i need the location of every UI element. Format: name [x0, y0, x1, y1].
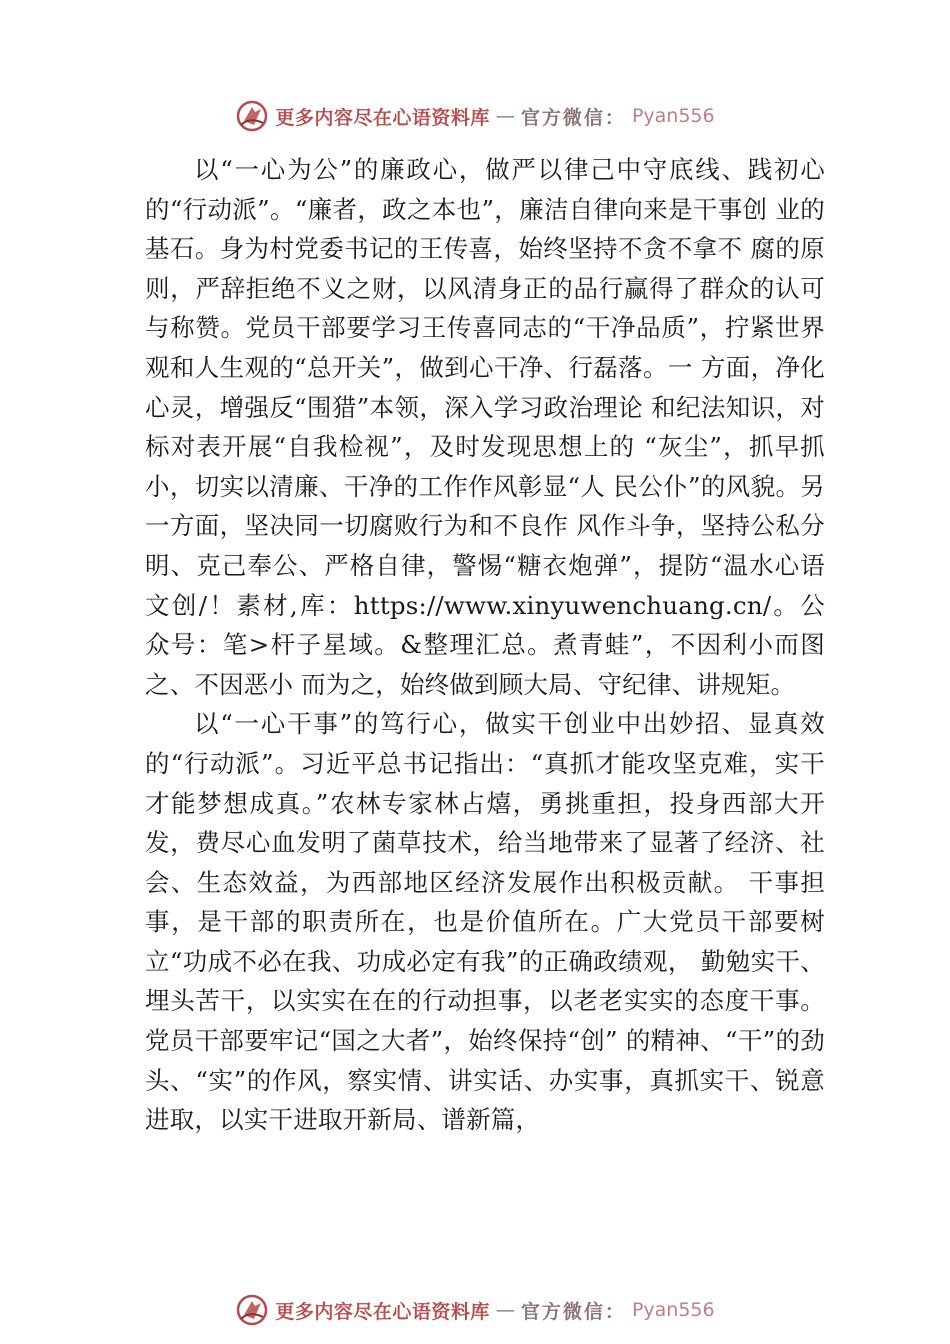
footer-separator: —: [495, 1299, 515, 1321]
paragraph-1: 以“一心为公”的廉政心，做严以律己中守底线、践初心的“行动派”。“廉者，政之本也”，廉洁自律向来是干事创 业的基石。身为村党委书记的王传喜，始终坚持不贪不拿不 腐的原则，严辞拒绝不义之财，以风清身正的品行赢得了群众的认可与称赞。党员干部要学习王传喜同志的“干净品质”，拧紧世界观和人生观的“总开关”，做到心干净、行磊落。一 方面，净化心灵，增强反“围猎”本领，深入学习政治理论 和纪法知识，对标对表开展“自我检视”，及时发现思想上的 “灰尘”，抓早抓小，切实以清廉、干净的工作作风彰显“人 民公仆”的风貌。另一方面，坚决同一切腐败行为和不良作 风作斗争，坚持公私分明、克己奉公、严格自律，警惕“糖衣炮弹”，提防“温水心语文创/！素材,库：https://www.xinyuwenchuang.cn/。公众号：笔>杆子星域。&整理汇总。煮青蛙”，不因利小而图之、不因恶小 而为之，始终做到顾大局、守纪律、讲规矩。: [145, 155, 825, 699]
footer-brand-text: 更多内容尽在心语资料库: [275, 1300, 490, 1323]
header-brand-text: 更多内容尽在心语资料库: [275, 106, 490, 129]
document-body: [145, 150, 825, 1140]
footer-sub-text: 官方微信：: [520, 1300, 626, 1323]
brand-logo-icon: [235, 99, 269, 133]
footer-wechat-id: Pyan556: [631, 1299, 715, 1321]
brand-logo-icon: [235, 1293, 269, 1327]
header-sub-text: 官方微信：: [520, 106, 626, 129]
header-separator: —: [495, 105, 515, 127]
header-wechat-id: Pyan556: [631, 105, 715, 127]
paragraph-2: 以“一心干事”的笃行心，做实干创业中出妙招、显真效的“行动派”。习近平总书记指出：“真抓才能攻坚克难，实干才能梦想成真。”农林专家林占熺，勇挑重担，投身西部大开发，费尽心血发明了菌草技术，给当地带来了显著了经济、社会、生态效益，为西部地区经济发展作出积极贡献。 干事担事，是干部的职责所在，也是价值所在。广大党员干部要树立“功成不必在我、功成必定有我”的正确政绩观， 勤勉实干、埋头苦干，以实实在在的行动担事，以老老实实的态度干事。党员干部要牢记“国之大者”，始终保持“创” 的精神、“干”的劲头、“实”的作风，察实情、讲实话、办实事，真抓实干、锐意进取，以实干进取开新局、谱新篇，: [145, 709, 825, 1135]
header-watermark-banner: [0, 96, 950, 136]
footer-watermark-banner: [0, 1290, 950, 1330]
